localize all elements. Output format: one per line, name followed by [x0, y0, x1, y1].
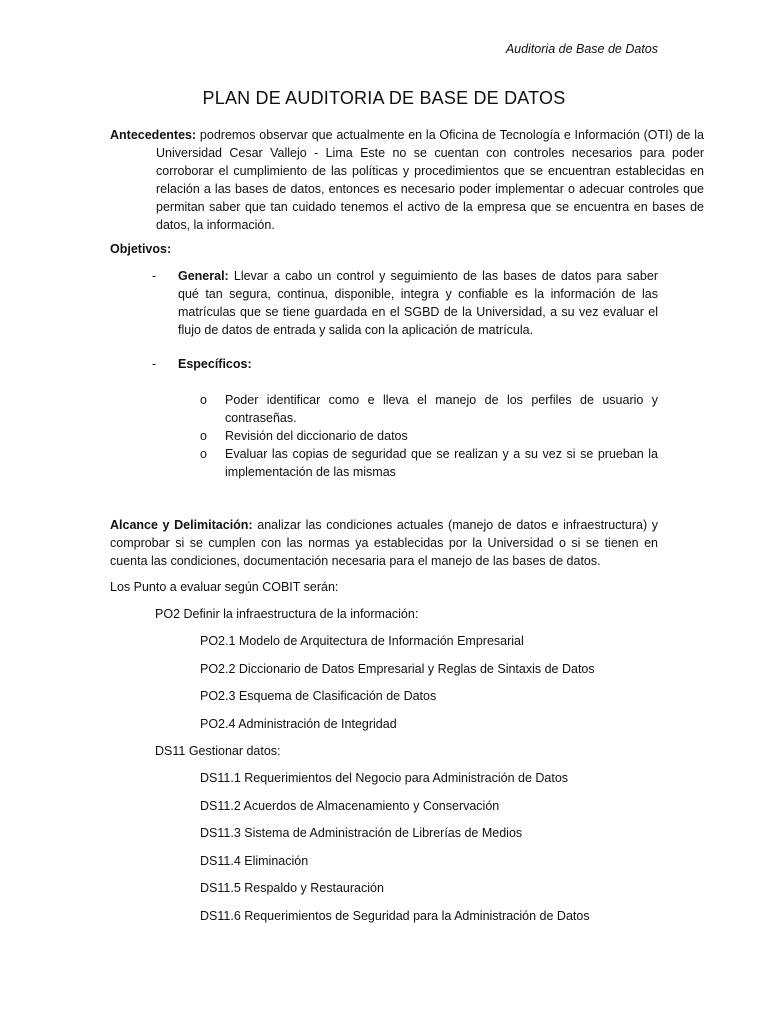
especificos-list	[200, 391, 658, 481]
general-text: Llevar a cabo un control y seguimiento de las bases de datos para saber qué tan segura, continua, disponible, integra y confiable es la información de las matrículas que se tiene guardada en el SGBD de la Universidad, a su vez evaluar el flujo de datos de entrada y salida con la aplicación de matrícula.	[178, 269, 658, 337]
antecedentes-label: Antecedentes:	[110, 128, 197, 142]
running-header: Auditoria de Base de Datos	[505, 42, 658, 56]
objetivo-general	[152, 267, 658, 339]
po2-item: PO2.1 Modelo de Arquitectura de Información Empresarial	[200, 634, 524, 648]
circle-bullet: o	[200, 393, 207, 407]
circle-bullet: o	[200, 447, 207, 461]
ds11-item: DS11.1 Requerimientos del Negocio para Administración de Datos	[200, 771, 569, 785]
dash-bullet: -	[152, 357, 157, 371]
objetivos-heading: Objetivos:	[110, 242, 172, 256]
ds11-heading: DS11 Gestionar datos:	[155, 744, 281, 758]
po2-item: PO2.2 Diccionario de Datos Empresarial y Reglas de Sintaxis de Datos	[200, 662, 595, 676]
objetivos-especificos	[152, 355, 658, 373]
list-item: o Poder identificar como e lleva el manejo de los perfiles de usuario y contraseñas.	[200, 393, 658, 425]
ds11-item: DS11.4 Eliminación	[200, 854, 309, 868]
ds11-item: DS11.2 Acuerdos de Almacenamiento y Conservación	[200, 799, 500, 813]
alcance-paragraph	[110, 516, 658, 570]
cobit-intro: Los Punto a evaluar según COBIT serán:	[110, 580, 339, 594]
po2-item: PO2.4 Administración de Integridad	[200, 717, 397, 731]
dash-bullet: -	[152, 269, 157, 283]
po2-item: PO2.3 Esquema de Clasificación de Datos	[200, 689, 437, 703]
po2-heading: PO2 Definir la infraestructura de la información:	[155, 607, 419, 621]
list-item: o Evaluar las copias de seguridad que se realizan y a su vez si se prueban la implementación de las mismas	[200, 447, 658, 479]
document-title: PLAN DE AUDITORIA DE BASE DE DATOS	[202, 88, 566, 108]
antecedentes-text: podremos observar que actualmente en la Oficina de Tecnología e Información (OTI) de la Universidad Cesar Vallejo - Lima Este no se cuentan con controles necesarios para poder corroborar el cumplimiento de las políticas y procedimientos que se encuentran establecidas en relación a las bases de datos, entonces es necesario poder implementar o adecuar controles que permitan saber que tan cuidado tenemos el activo de la empresa que se encuentra en bases de datos, la información.	[156, 128, 704, 232]
alcance-label: Alcance y Delimitación:	[110, 518, 253, 532]
general-label: General:	[178, 269, 229, 283]
ds11-item: DS11.3 Sistema de Administración de Librerías de Medios	[200, 826, 523, 840]
alcance-text: analizar las condiciones actuales (manejo de datos e infraestructura) y comprobar si se cumplen con las normas ya establecidas por la Universidad o si se tienen en cuenta las condiciones, documentación necesaria para el manejo de las bases de datos.	[110, 518, 659, 568]
antecedentes-paragraph	[110, 126, 704, 234]
especificos-label: Específicos:	[178, 357, 252, 371]
ds11-item: DS11.5 Respaldo y Restauración	[200, 881, 384, 895]
ds11-item: DS11.6 Requerimientos de Seguridad para la Administración de Datos	[200, 909, 590, 923]
list-item: o Revisión del diccionario de datos	[200, 429, 408, 443]
circle-bullet: o	[200, 429, 207, 443]
